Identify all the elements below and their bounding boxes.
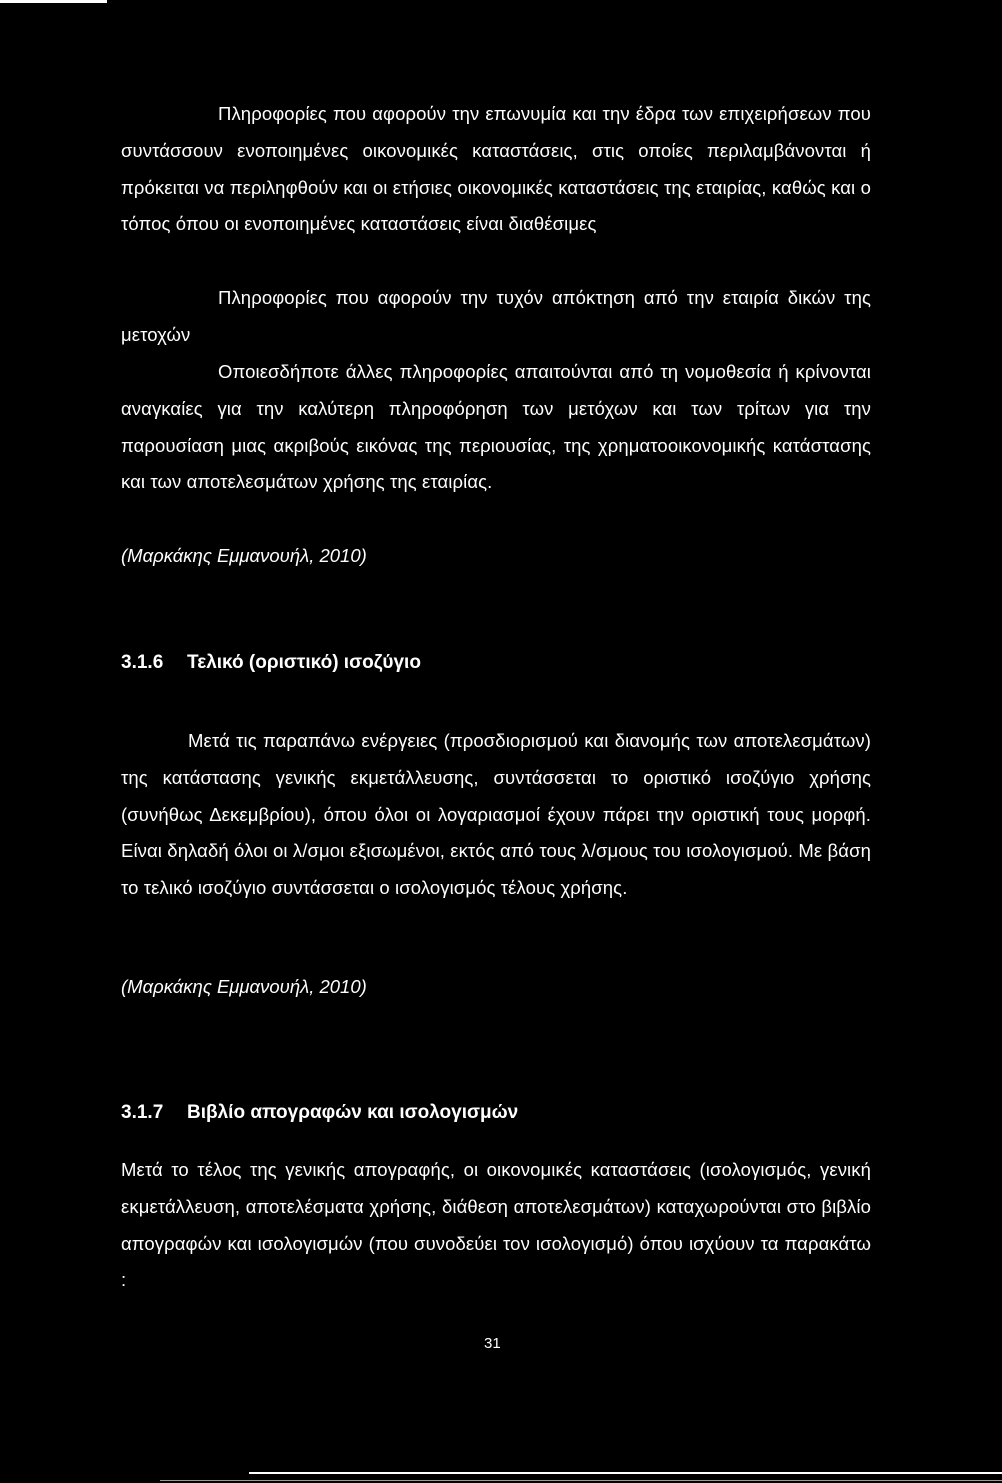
section-heading-3-1-7 bbox=[121, 1102, 518, 1124]
citation-1: (Μαρκάκης Εμμανουήλ, 2010) bbox=[121, 545, 367, 566]
top-rule bbox=[0, 0, 107, 3]
citation-2: (Μαρκάκης Εμμανουήλ, 2010) bbox=[121, 976, 367, 997]
section-number: 3.1.7 bbox=[121, 1102, 164, 1123]
page-number: 31 bbox=[484, 1335, 501, 1352]
paragraph-inventory-book: Μετά το τέλος της γενικής απογραφής, οι οικονομικές καταστάσεις (ισολογισμός, γενική εκμετάλλευση, αποτελέσματα χρήσης, διάθεση αποτελεσμάτων) καταχωρούνται στο βιβλίο απογραφών και ισολογισμών (που συνοδεύει τον ισολογισμό) όπου ισχύουν τα παρακάτω : bbox=[121, 1159, 871, 1291]
section-number: 3.1.6 bbox=[121, 652, 164, 673]
bottom-rule-thin bbox=[160, 1480, 1002, 1481]
section-heading-3-1-6 bbox=[121, 652, 421, 674]
paragraph-final-trial-balance: Μετά τις παραπάνω ενέργειες (προσδιορισμού και διανομής των αποτελεσμάτων) της κατάστασης γενικής εκμετάλλευσης, συντάσσεται το οριστικό ισοζύγιο χρήσης (συνήθως Δεκεμβρίου), όπου όλοι οι λογαριασμοί έχουν πάρει την οριστική τους μορφή. Είναι δηλαδή όλοι οι λ/σμοι εξισωμένοι, εκτός από τους λ/σμους του ισολογισμού. Με βάση το τελικό ισοζύγιο συντάσσεται ο ισολογισμός τέλους χρήσης. bbox=[121, 730, 871, 899]
bottom-rule bbox=[249, 1472, 1002, 1474]
paragraph-other-info: Οποιεσδήποτε άλλες πληροφορίες απαιτούνται από τη νομοθεσία ή κρίνονται αναγκαίες για την καλύτερη πληροφόρηση των μετόχων και των τρίτων για την παρουσίαση μιας ακριβούς εικόνας της περιουσίας, της χρηματοοικονομικής κατάστασης και των αποτελεσμάτων χρήσης της εταιρίας. bbox=[121, 361, 871, 493]
section-title: Βιβλίο απογραφών και ισολογισμών bbox=[187, 1102, 519, 1123]
paragraph-own-shares: Πληροφορίες που αφορούν την τυχόν απόκτηση από την εταιρία δικών της μετοχών bbox=[121, 287, 871, 345]
paragraph-company-info: Πληροφορίες που αφορούν την επωνυμία και την έδρα των επιχειρήσεων που συντάσσουν ενοποιημένες οικονομικές καταστάσεις, στις οποίες περιλαμβάνονται ή πρόκειται να περιληφθούν και οι ετήσιες οικονομικές καταστάσεις της εταιρίας, καθώς και ο τόπος όπου οι ενοποιημένες καταστάσεις είναι διαθέσιμες bbox=[121, 103, 871, 235]
section-title: Τελικό (οριστικό) ισοζύγιο bbox=[187, 652, 421, 673]
